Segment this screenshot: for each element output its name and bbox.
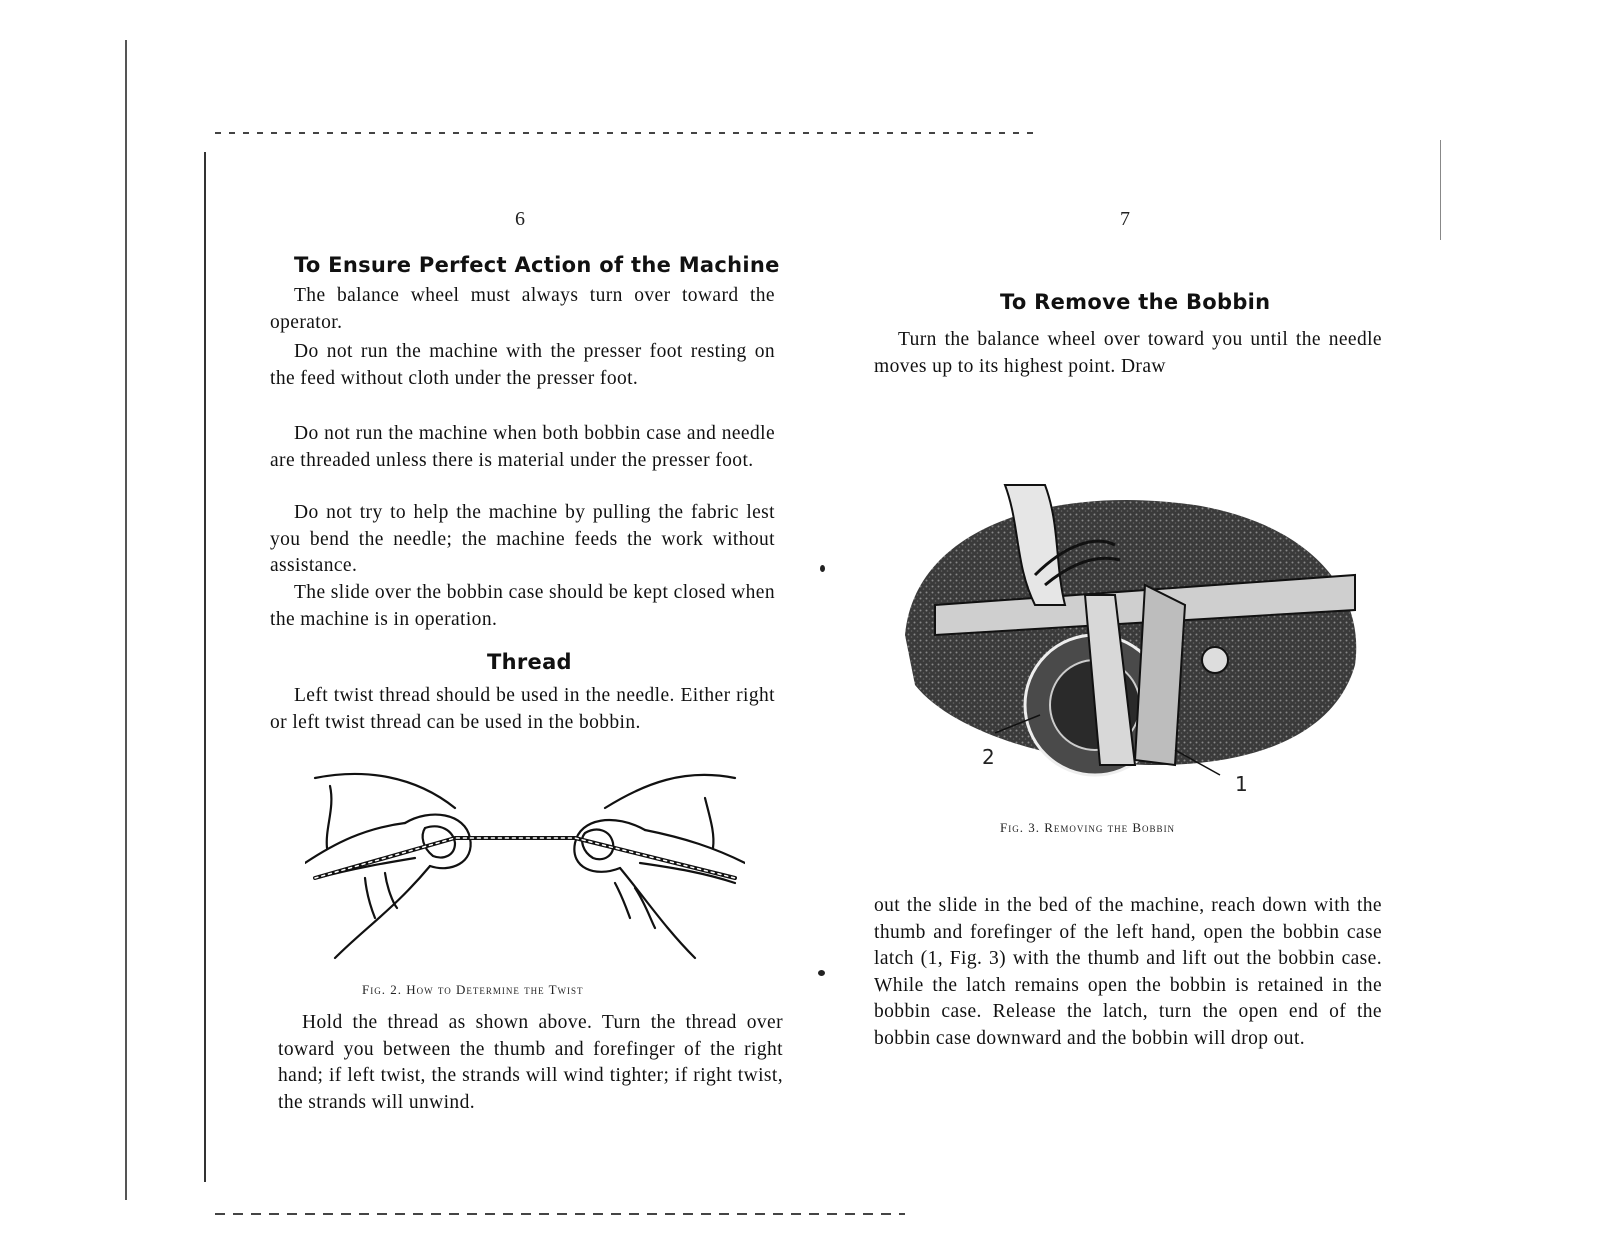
figure-3-caption: Fig. 3. Removing the Bobbin bbox=[1000, 820, 1176, 835]
paragraph: Do not try to help the machine by pulling the fabric lest you bend the needle; the machine feeds the work without assistance. bbox=[270, 502, 775, 576]
page-number-left: 6 bbox=[515, 208, 525, 230]
paragraph: Turn the balance wheel over toward you until the needle moves up to its highest point. Draw bbox=[874, 329, 1382, 377]
paragraph: Left twist thread should be used in the needle. Either right or left twist thread can be used in the bobbin. bbox=[270, 685, 775, 733]
scan-bottom-noise bbox=[215, 1213, 905, 1215]
paragraph: The balance wheel must always turn over toward the operator. bbox=[270, 285, 775, 333]
hands-twisting-thread-illustration bbox=[305, 768, 745, 968]
section-heading-thread: Thread bbox=[487, 650, 572, 674]
scan-left-edge-line bbox=[125, 40, 127, 1200]
paragraph: Do not run the machine with the presser foot resting on the feed without cloth under the presser foot. bbox=[270, 341, 775, 389]
page-number-right: 7 bbox=[1120, 208, 1130, 230]
figure-3-label-2: 2 bbox=[982, 745, 995, 769]
paragraph: out the slide in the bed of the machine, reach down with the thumb and forefinger of the left hand, open the bobbin case latch (1, Fig. 3) with the thumb and lift out the bobbin case. While the latch remains open the bobbin is retained in the bobbin case. Release the latch, turn the open end of the bobbin case downward and the bobbin will drop out. bbox=[874, 895, 1382, 1049]
figure-2-caption: Fig. 2. How to Determine the Twist bbox=[362, 982, 584, 997]
section-heading-perfect-action: To Ensure Perfect Action of the Machine bbox=[294, 253, 780, 277]
figure-3-label-1: 1 bbox=[1235, 772, 1248, 796]
scan-right-edge-line bbox=[1440, 140, 1441, 240]
scan-dot bbox=[820, 565, 825, 572]
paragraph: Hold the thread as shown above. Turn the thread over toward you between the thumb and forefinger of the right hand; if left twist, the strands will wind tighter; if right twist, the strands will unwind. bbox=[278, 1012, 783, 1113]
scan-dot bbox=[818, 970, 825, 976]
section-heading-remove-bobbin: To Remove the Bobbin bbox=[1000, 290, 1271, 314]
scan-top-noise bbox=[215, 132, 1035, 134]
figure-twist-thread bbox=[305, 768, 745, 968]
paragraph: Do not run the machine when both bobbin case and needle are threaded unless there is material under the presser foot. bbox=[270, 423, 775, 471]
bobbin-case-photo bbox=[895, 465, 1375, 795]
paragraph: The slide over the bobbin case should be kept closed when the machine is in operation. bbox=[270, 582, 775, 630]
page-left-border bbox=[204, 152, 206, 1182]
figure-remove-bobbin bbox=[895, 465, 1375, 795]
